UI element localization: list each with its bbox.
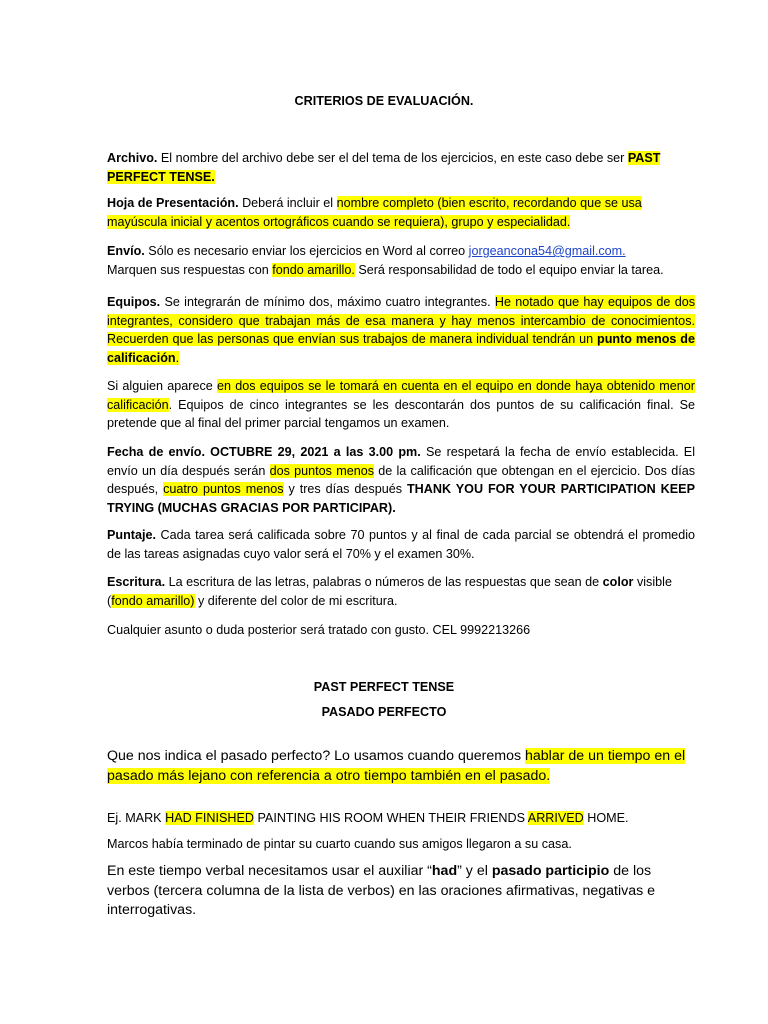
envio-text: Sólo es necesario enviar los ejercicios en Word al correo xyxy=(144,244,469,258)
hoja-text: Deberá incluir el xyxy=(238,196,337,210)
auxiliar-text-1: En este tiempo verbal necesitamos usar el auxiliar “ xyxy=(107,863,432,879)
archivo-label: Archivo. xyxy=(107,151,158,165)
equipos-paragraph xyxy=(107,293,695,367)
email-link[interactable]: jorgeancona54@gmail.com. xyxy=(468,244,626,258)
auxiliar-text-2: ” y el xyxy=(457,863,492,879)
equipos-text: Se integrarán de mínimo dos, máximo cuatro integrantes. xyxy=(160,295,495,309)
si-alguien-paragraph xyxy=(107,377,695,433)
fecha-text: Se respetará la fecha de envío establecida. El envío un día después serán xyxy=(107,445,695,478)
fecha-highlight-1: dos puntos menos xyxy=(269,463,375,478)
si-alguien-highlight: en dos equipos se le tomará en cuenta en el equipo en donde haya obtenido menor calificación xyxy=(107,379,695,412)
equipos-highlight-end: . xyxy=(175,350,180,365)
envio-label: Envío. xyxy=(107,244,145,258)
envio-paragraph xyxy=(107,242,695,279)
archivo-text: El nombre del archivo debe ser el del tema de los ejercicios, en este caso debe ser xyxy=(157,151,628,165)
section-heading-en: PAST PERFECT TENSE xyxy=(313,680,455,694)
escritura-paragraph xyxy=(107,573,695,610)
que-nos-paragraph xyxy=(107,747,695,786)
envio-line2-text: Marquen sus respuestas con xyxy=(107,262,273,277)
que-nos-highlight: hablar de un tiempo en el pasado más lejano con referencia a otro tiempo también en el pasado. xyxy=(107,748,686,784)
equipos-highlight: He notado que hay equipos de dos integrantes, considero que trabajan más de esa manera y hay menos intercambio de conocimientos. Recuerden que las personas que envían sus trabajos de manera individual tendrán un xyxy=(107,295,696,346)
puntaje-paragraph xyxy=(107,526,695,563)
auxiliar-text-3: de los verbos (tercera columna de la lista de verbos) en las oraciones afirmativas, negativas e interrogativas. xyxy=(107,863,656,918)
hoja-label: Hoja de Presentación. xyxy=(107,196,239,210)
translation-sentence: Marcos había terminado de pintar su cuarto cuando sus amigos llegaron a su casa. xyxy=(107,837,572,851)
escritura-highlight: fondo amarillo) xyxy=(111,593,195,608)
escritura-text-3: y diferente del color de mi escritura. xyxy=(194,593,398,608)
archivo-paragraph xyxy=(107,149,695,186)
que-nos-text: Que nos indica el pasado perfecto? Lo usamos cuando queremos xyxy=(107,748,526,764)
hoja-highlight: nombre completo (bien escrito, recordando que se usa mayúscula inicial y acentos ortográficos cuando se requiera), grupo y especialidad. xyxy=(107,196,642,229)
escritura-bold: color xyxy=(602,575,634,589)
auxiliar-paragraph xyxy=(107,862,695,921)
section-heading-es: PASADO PERFECTO xyxy=(321,705,447,719)
escritura-label: Escritura. xyxy=(107,575,166,589)
equipos-label: Equipos. xyxy=(107,295,161,309)
example-highlight-2: ARRIVED xyxy=(527,811,584,825)
hoja-paragraph xyxy=(107,194,695,231)
page-title: CRITERIOS DE EVALUACIÓN. xyxy=(294,94,474,108)
escritura-text: La escritura de las letras, palabras o números de las respuestas que sean de xyxy=(165,575,603,589)
archivo-highlight: PAST PERFECT TENSE. xyxy=(107,151,661,184)
contact-paragraph: Cualquier asunto o duda posterior será tratado con gusto. CEL 9992213266 xyxy=(107,623,531,637)
fecha-highlight-2: cuatro puntos menos xyxy=(163,482,284,496)
equipos-highlight-bold: punto menos de calificación xyxy=(107,332,695,365)
fecha-bold-end: THANK YOU FOR YOUR PARTICIPATION KEEP TRYING (MUCHAS GRACIAS POR PARTICIPAR). xyxy=(107,482,695,515)
example-sentence xyxy=(107,809,695,828)
auxiliar-had: had xyxy=(431,863,458,879)
example-text-2: PAINTING HIS ROOM WHEN THEIR FRIENDS xyxy=(253,811,528,825)
envio-highlight: fondo amarillo. xyxy=(272,262,355,277)
auxiliar-bold: pasado participio xyxy=(491,863,610,879)
puntaje-label: Puntaje. xyxy=(107,528,156,542)
fecha-label: Fecha de envío. OCTUBRE 29, 2021 a las 3.00 pm. xyxy=(107,445,421,459)
si-alguien-text: Si alguien aparece xyxy=(107,379,218,393)
fecha-paragraph xyxy=(107,443,695,517)
si-alguien-text-end: . Equipos de cinco integrantes se les descontarán dos puntos de su calificación final. Se pretende que al final del primer parcial tengamos un examen. xyxy=(107,397,695,430)
example-text-1: Ej. MARK xyxy=(107,811,166,825)
fecha-text-2: de la calificación que obtengan en el ejercicio. Dos días después, xyxy=(107,463,696,496)
escritura-text-2: visible ( xyxy=(107,575,672,608)
puntaje-text: Cada tarea será calificada sobre 70 puntos y al final de cada parcial se obtendrá el promedio de las tareas asignadas cuyo valor será el 70% y el examen 30%. xyxy=(107,528,695,561)
fecha-text-3: y tres días después xyxy=(283,482,407,496)
example-highlight-1: HAD FINISHED xyxy=(165,811,254,825)
envio-line2-end: Será responsabilidad de todo el equipo enviar la tarea. xyxy=(354,262,664,277)
example-text-3: HOME. xyxy=(583,811,629,825)
